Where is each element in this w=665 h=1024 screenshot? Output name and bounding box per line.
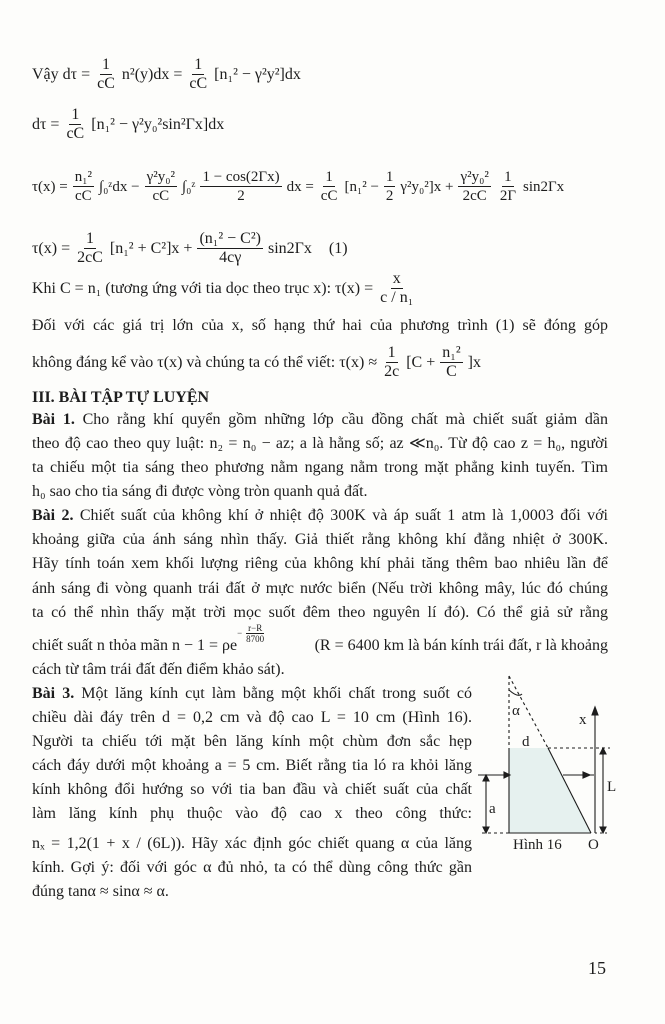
eq-text: không đáng kể vào τ(x) và chúng ta có thể viết: τ(x) ≈ — [32, 353, 378, 371]
fraction: $\frac{\text{n₁²}}{C}$ — [442, 344, 461, 380]
bai3-line: kính. Gợi ý: đối với góc α đủ nhỏ, ta có thể dùng công thức gần — [32, 859, 472, 876]
eq-text: Vậy dτ = — [32, 65, 91, 83]
exponent: − r−R 8700 — [237, 623, 265, 645]
origin-label: O — [588, 837, 599, 853]
bai3-line: làm lăng kính phụ thuộc vào độ cao x theo công thức: — [32, 805, 472, 822]
fraction: $\frac{1}{cC}$ — [97, 56, 115, 92]
equation-1 — [32, 56, 608, 93]
bai1-line: theo độ cao theo quy luật: n₂ = n₀ − az; a là hằng số; az ≪n₀. Từ độ cao z = h₀, người — [32, 435, 608, 452]
fraction: $\frac{1}{cC}$ — [189, 56, 208, 92]
fraction: $\frac{\text{n₁²}}{cC}$ — [74, 169, 92, 204]
bai2-line: cách từ tâm trái đất đến điểm khảo sát). — [32, 661, 285, 678]
d-label: d — [522, 734, 530, 750]
a-label: a — [489, 801, 496, 817]
alpha-label: α — [512, 703, 520, 719]
khi-line — [32, 270, 608, 307]
bai3-line: chiều dài đáy trên d = 0,2 cm và độ cao L = 10 cm (Hình 16). — [32, 709, 472, 726]
figure-16-prism-diagram — [470, 660, 650, 860]
eq-text: n²(y)dx = — [121, 65, 183, 83]
bai2-line: khoảng giữa của ánh sáng nhìn thấy. Giả thiết rằng không khí đẳng nhiệt ở 300K. — [32, 531, 608, 548]
x-axis-label: x — [579, 712, 587, 728]
figure-caption: Hình 16 — [513, 837, 562, 853]
eq-text: [n₁² − γ²y²]dx — [214, 65, 301, 83]
bai1-line: h₀ sao cho tia sáng đi được vòng tròn quanh quả đất. — [32, 483, 368, 500]
fraction: $\frac{1}{cC}$ — [320, 169, 338, 204]
eq-text: chiết suất n thỏa mãn n − 1 = ρe — [32, 637, 238, 654]
fraction: $\frac{1}{cC}$ — [66, 106, 85, 142]
equation-2 — [32, 106, 608, 143]
eq-text: τ(x) = — [32, 239, 71, 257]
eq-text: γ²y₀²]x + — [400, 178, 454, 195]
equation-4 — [32, 230, 608, 267]
eq-text: [n₁² + C²]x + — [109, 239, 193, 257]
fraction: $\frac{\text{(n₁² − C²)}}{4c\gamma}$ — [199, 230, 261, 266]
fraction: $\frac{1}{2\Gamma}$ — [499, 169, 516, 204]
section-heading: III. BÀI TẬP TỰ LUYỆN — [32, 389, 210, 406]
eq-text: dx = — [286, 178, 314, 195]
fraction: $\frac{x}{\text{c / n₁}}$ — [380, 270, 414, 306]
bai2-line: ta có thể nhìn thấy mặt trời mọc suốt đêm theo nguyên lí đó). Có thể giả sử rằng — [32, 604, 608, 621]
bai2-line: Bài 2. Chiết suất của không khí ở nhiệt độ 300K và áp suất 1 atm là 1,0003 đối với — [32, 507, 608, 524]
bai3-line: nₓ = 1,2(1 + x / (6L)). Hãy xác định góc chiết quang α của lăng — [32, 835, 472, 852]
page-number: 15 — [588, 958, 606, 978]
bai2-line: ánh sáng đi vòng quanh trái đất ở mực nước biển (Nếu trời không mây, lúc đó chúng — [32, 580, 608, 597]
eq-text: [n₁² − γ²y₀²sin²Γx]dx — [91, 115, 225, 133]
equation-3 — [32, 168, 608, 205]
eq-text: sin2Γx — [267, 239, 312, 257]
fraction: $\frac{\text{γ²y₀²}}{cC}$ — [146, 169, 175, 204]
eq-text: τ(x) = — [32, 178, 68, 195]
eq-text: ∫₀ᶻ — [182, 178, 196, 195]
paragraph-line: Đối với các giá trị lớn của x, số hạng thứ hai của phương trình (1) sẽ đóng góp — [32, 317, 608, 334]
equation-number: (1) — [328, 239, 348, 257]
eq-text: Khi C = n₁ (tương ứng với tia dọc theo trục x): τ(x) = — [32, 279, 374, 297]
eq-text: ]x — [467, 353, 481, 371]
L-label: L — [607, 779, 617, 795]
bai3-line: đúng tanα ≈ sinα ≈ α. — [32, 883, 169, 900]
fraction: $\frac{1}{2cC}$ — [77, 230, 103, 266]
eq-text: [n₁² − — [344, 178, 379, 195]
eq-text: [C + — [406, 353, 436, 371]
bai3-line: Bài 3. Một lăng kính cụt làm bằng một khối chất trong suốt có — [32, 685, 472, 702]
fraction: $\frac{1 - \cos(2\Gamma x)}{2}$ — [202, 169, 280, 204]
bai1-line: ta chiếu một tia sáng theo phương nằm ngang nằm trong mặt phẳng kinh tuyến. Tìm — [32, 459, 608, 476]
eq-text: (R = 6400 km là bán kính trái đất, r là khoảng — [314, 637, 608, 654]
khong-line — [32, 344, 608, 381]
eq-text: sin2Γx — [523, 178, 565, 195]
fraction: $\frac{1}{2c}$ — [384, 344, 400, 380]
bai3-line: kính không đổi hướng so với tia ban đầu và chiết suất của chất — [32, 781, 472, 798]
fraction: $\frac{\text{γ²y₀²}}{2cC}$ — [460, 169, 489, 204]
eq-text: ∫₀ᶻdx − — [98, 178, 140, 195]
bai1-line: Bài 1. Cho rằng khí quyển gồm những lớp cầu đồng chất mà chiết suất giảm dần — [32, 411, 608, 428]
eq-text: dτ = — [32, 115, 60, 133]
bai2-line: Hãy tính toán xem khối lượng riêng của không khí phải tăng thêm bao nhiêu lần để — [32, 555, 608, 572]
bai3-line: Người ta chiếu tới mặt bên lăng kính một chùm đơn sắc hẹp — [32, 733, 472, 750]
bai3-line: cách đáy dưới một khoảng a = 5 cm. Biết rằng tia ló ra khỏi lăng — [32, 757, 472, 774]
fraction: $\frac{1}{2}$ — [385, 169, 394, 204]
bai2-exp-line — [32, 623, 608, 658]
